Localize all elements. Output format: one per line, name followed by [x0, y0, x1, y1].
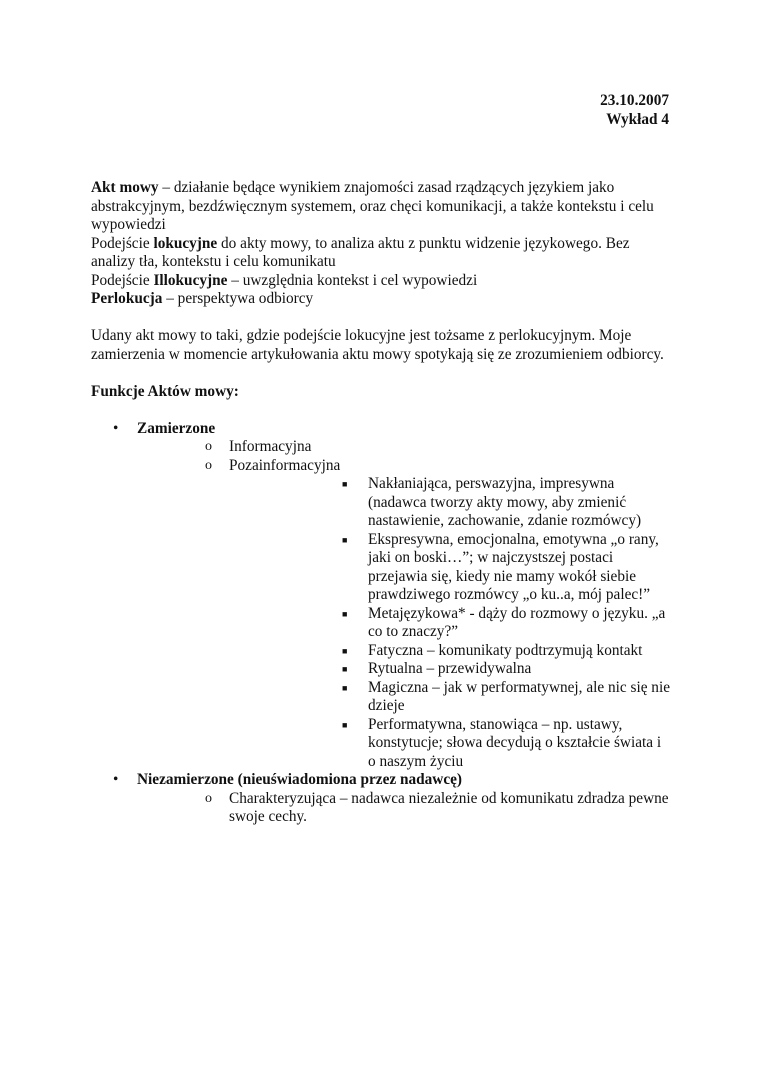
list-item-pozainformacyjna	[137, 457, 671, 772]
section-heading: Funkcje Aktów mowy:	[91, 382, 239, 400]
list-item-niezamierzone	[91, 771, 671, 827]
term: Akt mowy	[91, 179, 159, 196]
list-item-label: Zamierzone	[137, 419, 216, 437]
definition-text: – perspektywa odbiorcy	[162, 290, 314, 307]
square-bullet-icon: ■	[342, 608, 348, 619]
document-header	[600, 92, 669, 129]
list-item	[229, 605, 671, 642]
square-bullet-icon: ■	[342, 534, 348, 545]
list-item	[229, 679, 671, 716]
lecture-number: Wykład 4	[606, 110, 669, 128]
sublist	[137, 438, 671, 771]
paragraph-udany-akt: Udany akt mowy to taki, gdzie podejście lokucyjne jest tożsame z perlokucyjnym. Moje zamierzenia w momencie artykułowania aktu mowy spotykają się ze zrozumieniem odbiorcy.	[91, 327, 664, 363]
list-item-label: Pozainformacyjna	[229, 456, 341, 474]
bullet-icon: •	[113, 771, 119, 788]
definition-lokucyjne	[91, 235, 671, 272]
definition-text: – działanie będące wynikiem znajomości zasad rządzących językiem jako abstrakcyjnym, bezdźwięcznym systemem, oraz chęci komunikacji, a także kontekstu i celu wypowiedzi	[91, 179, 654, 233]
bullet-icon: •	[113, 419, 119, 437]
list-item	[229, 531, 671, 605]
list-item-charakteryzujaca	[137, 790, 671, 827]
definition-illokucyjne	[91, 272, 671, 291]
definition-text: – uwzględnia kontekst i cel wypowiedzi	[227, 271, 478, 289]
definition-akt-mowy	[91, 179, 671, 235]
list-item-text: Ekspresywna, emocjonalna, emotywna „o rany, jaki on boski…”; w najczystszej postaci przejawia się, kiedy nie mamy wokół siebie prawdziwego rozmówcy „o ku..a, mój palec!”	[368, 530, 659, 603]
list-item-text: Nakłaniająca, perswazyjna, impresywna (nadawca tworzy akty mowy, aby zmienić nastawienie, zachowanie, zdanie rozmówcy)	[368, 475, 642, 529]
list-item-label: Niezamierzone (nieuświadomiona przez nadawcę)	[137, 771, 462, 788]
square-bullet-icon: ■	[342, 682, 348, 693]
list-item	[229, 716, 671, 772]
square-bullet-icon: ■	[342, 645, 348, 656]
sublist	[137, 790, 671, 827]
list-item-text: Magiczna – jak w performatywnej, ale nic się nie dzieje	[368, 678, 670, 714]
list-item-text: Performatywna, stanowiąca – np. ustawy, konstytucje; słowa decydują o kształcie świata i o naszym życiu	[368, 715, 662, 770]
circle-bullet-icon: o	[205, 790, 212, 806]
list-item	[229, 475, 671, 531]
list-item-informacyjna	[137, 438, 671, 457]
square-bullet-icon: ■	[342, 719, 348, 730]
list-item-text: Fatyczna – komunikaty podtrzymują kontakt	[368, 641, 643, 659]
list-item	[229, 642, 671, 661]
list-item-zamierzone	[91, 420, 671, 772]
definition-perlokucja	[91, 290, 671, 309]
circle-bullet-icon: o	[205, 439, 212, 454]
term: lokucyjne	[153, 234, 218, 252]
square-bullet-icon: ■	[342, 664, 348, 674]
lecture-date: 23.10.2007	[600, 92, 669, 109]
subsublist	[229, 475, 671, 771]
functions-list	[91, 420, 671, 827]
prefix: Podejście	[91, 234, 154, 252]
list-item-text: Charakteryzująca – nadawca niezależnie od komunikatu zdradza pewne swoje cechy.	[229, 789, 669, 825]
list-item-text: Metajęzykowa* - dąży do rozmowy o języku. „a co to znaczy?”	[368, 604, 666, 640]
prefix: Podejście	[91, 271, 154, 289]
list-item-label: Informacyjna	[229, 438, 312, 455]
term: Illokucyjne	[153, 271, 228, 289]
term: Perlokucja	[91, 290, 163, 307]
document-body	[91, 179, 671, 827]
list-item-text: Rytualna – przewidywalna	[368, 660, 532, 677]
square-bullet-icon: ■	[342, 479, 348, 489]
circle-bullet-icon: o	[205, 457, 212, 473]
definition-text: do akty mowy, to analiza aktu z punktu widzenie językowego. Bez analizy tła, kontekstu i celu komunikatu	[91, 234, 630, 270]
list-item	[229, 660, 671, 679]
